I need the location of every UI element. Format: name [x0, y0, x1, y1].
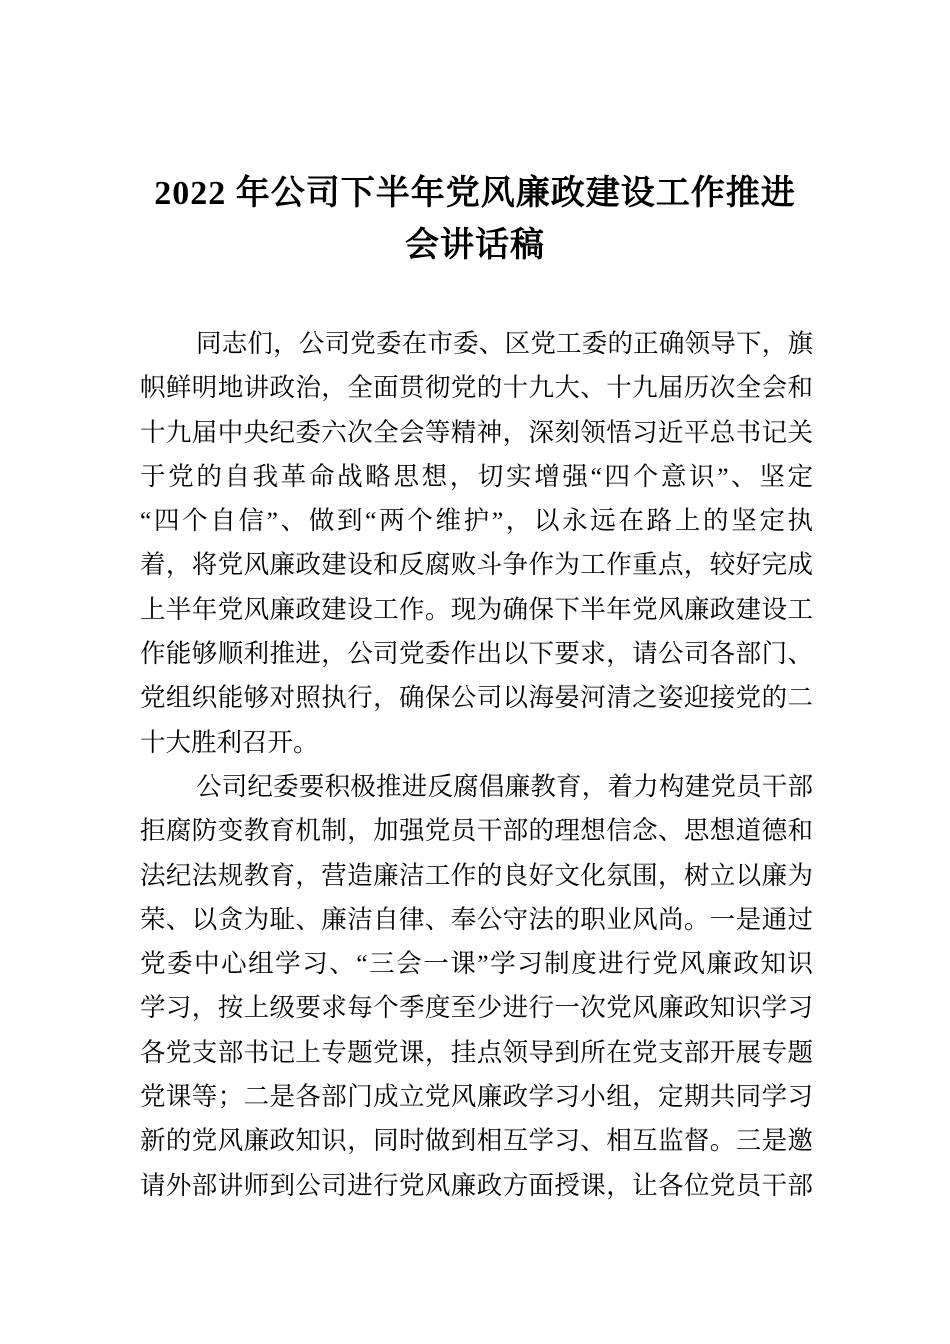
- text-line: 法纪法规教育，营造廉洁工作的良好文化氛围，树立以廉为: [140, 860, 813, 890]
- document-title: [70, 0, 880, 272]
- paragraph: [140, 322, 813, 765]
- text-line: 荣、以贪为耻、廉洁自律、奉公守法的职业风尚。一是通过: [140, 904, 813, 934]
- text-line: 着，将党风廉政建设和反腐败斗争作为工作重点，较好完成: [140, 550, 813, 580]
- paragraph: [140, 765, 813, 1208]
- text-line: 同志们，公司党委在市委、区党工委的正确领导下，旗: [196, 329, 813, 358]
- text-line: 十大胜利召开。: [140, 727, 319, 757]
- text-line: 党委中心组学习、“三会一课”学习制度进行党风廉政知识: [140, 949, 813, 979]
- text-line: 作能够顺利推进，公司党委作出以下要求，请公司各部门、: [140, 639, 813, 669]
- text-line: 拒腐防变教育机制，加强党员干部的理想信念、思想道德和: [140, 816, 813, 846]
- title-line-2: 会讲话稿: [405, 227, 545, 264]
- text-line: 十九届中央纪委六次全会等精神，深刻领悟习近平总书记关: [140, 417, 813, 447]
- text-line: 帜鲜明地讲政治，全面贯彻党的十九大、十九届历次全会和: [140, 373, 813, 403]
- text-line: “四个自信”、做到“两个维护”，以永远在路上的坚定执: [140, 506, 813, 536]
- text-line: 各党支部书记上专题党课，挂点领导到所在党支部开展专题: [140, 1037, 813, 1067]
- text-line: 上半年党风廉政建设工作。现为确保下半年党风廉政建设工: [140, 594, 813, 624]
- text-line: 新的党风廉政知识，同时做到相互学习、相互监督。三是邀: [140, 1126, 813, 1156]
- text-line: 公司纪委要积极推进反腐倡廉教育，着力构建党员干部: [196, 771, 813, 801]
- title-line-1: 2022 年公司下半年党风廉政建设工作推进: [154, 175, 796, 212]
- text-line: 学习，按上级要求每个季度至少进行一次党风廉政知识学习: [140, 993, 813, 1023]
- text-line: 党组织能够对照执行，确保公司以海晏河清之姿迎接党的二: [140, 683, 813, 713]
- text-line: 于党的自我革命战略思想，切实增强“四个意识”、坚定: [140, 461, 813, 491]
- document-body: [140, 322, 813, 1208]
- text-line: 党课等；二是各部门成立党风廉政学习小组，定期共同学习: [140, 1082, 813, 1112]
- text-line: 请外部讲师到公司进行党风廉政方面授课，让各位党员干部: [140, 1170, 813, 1200]
